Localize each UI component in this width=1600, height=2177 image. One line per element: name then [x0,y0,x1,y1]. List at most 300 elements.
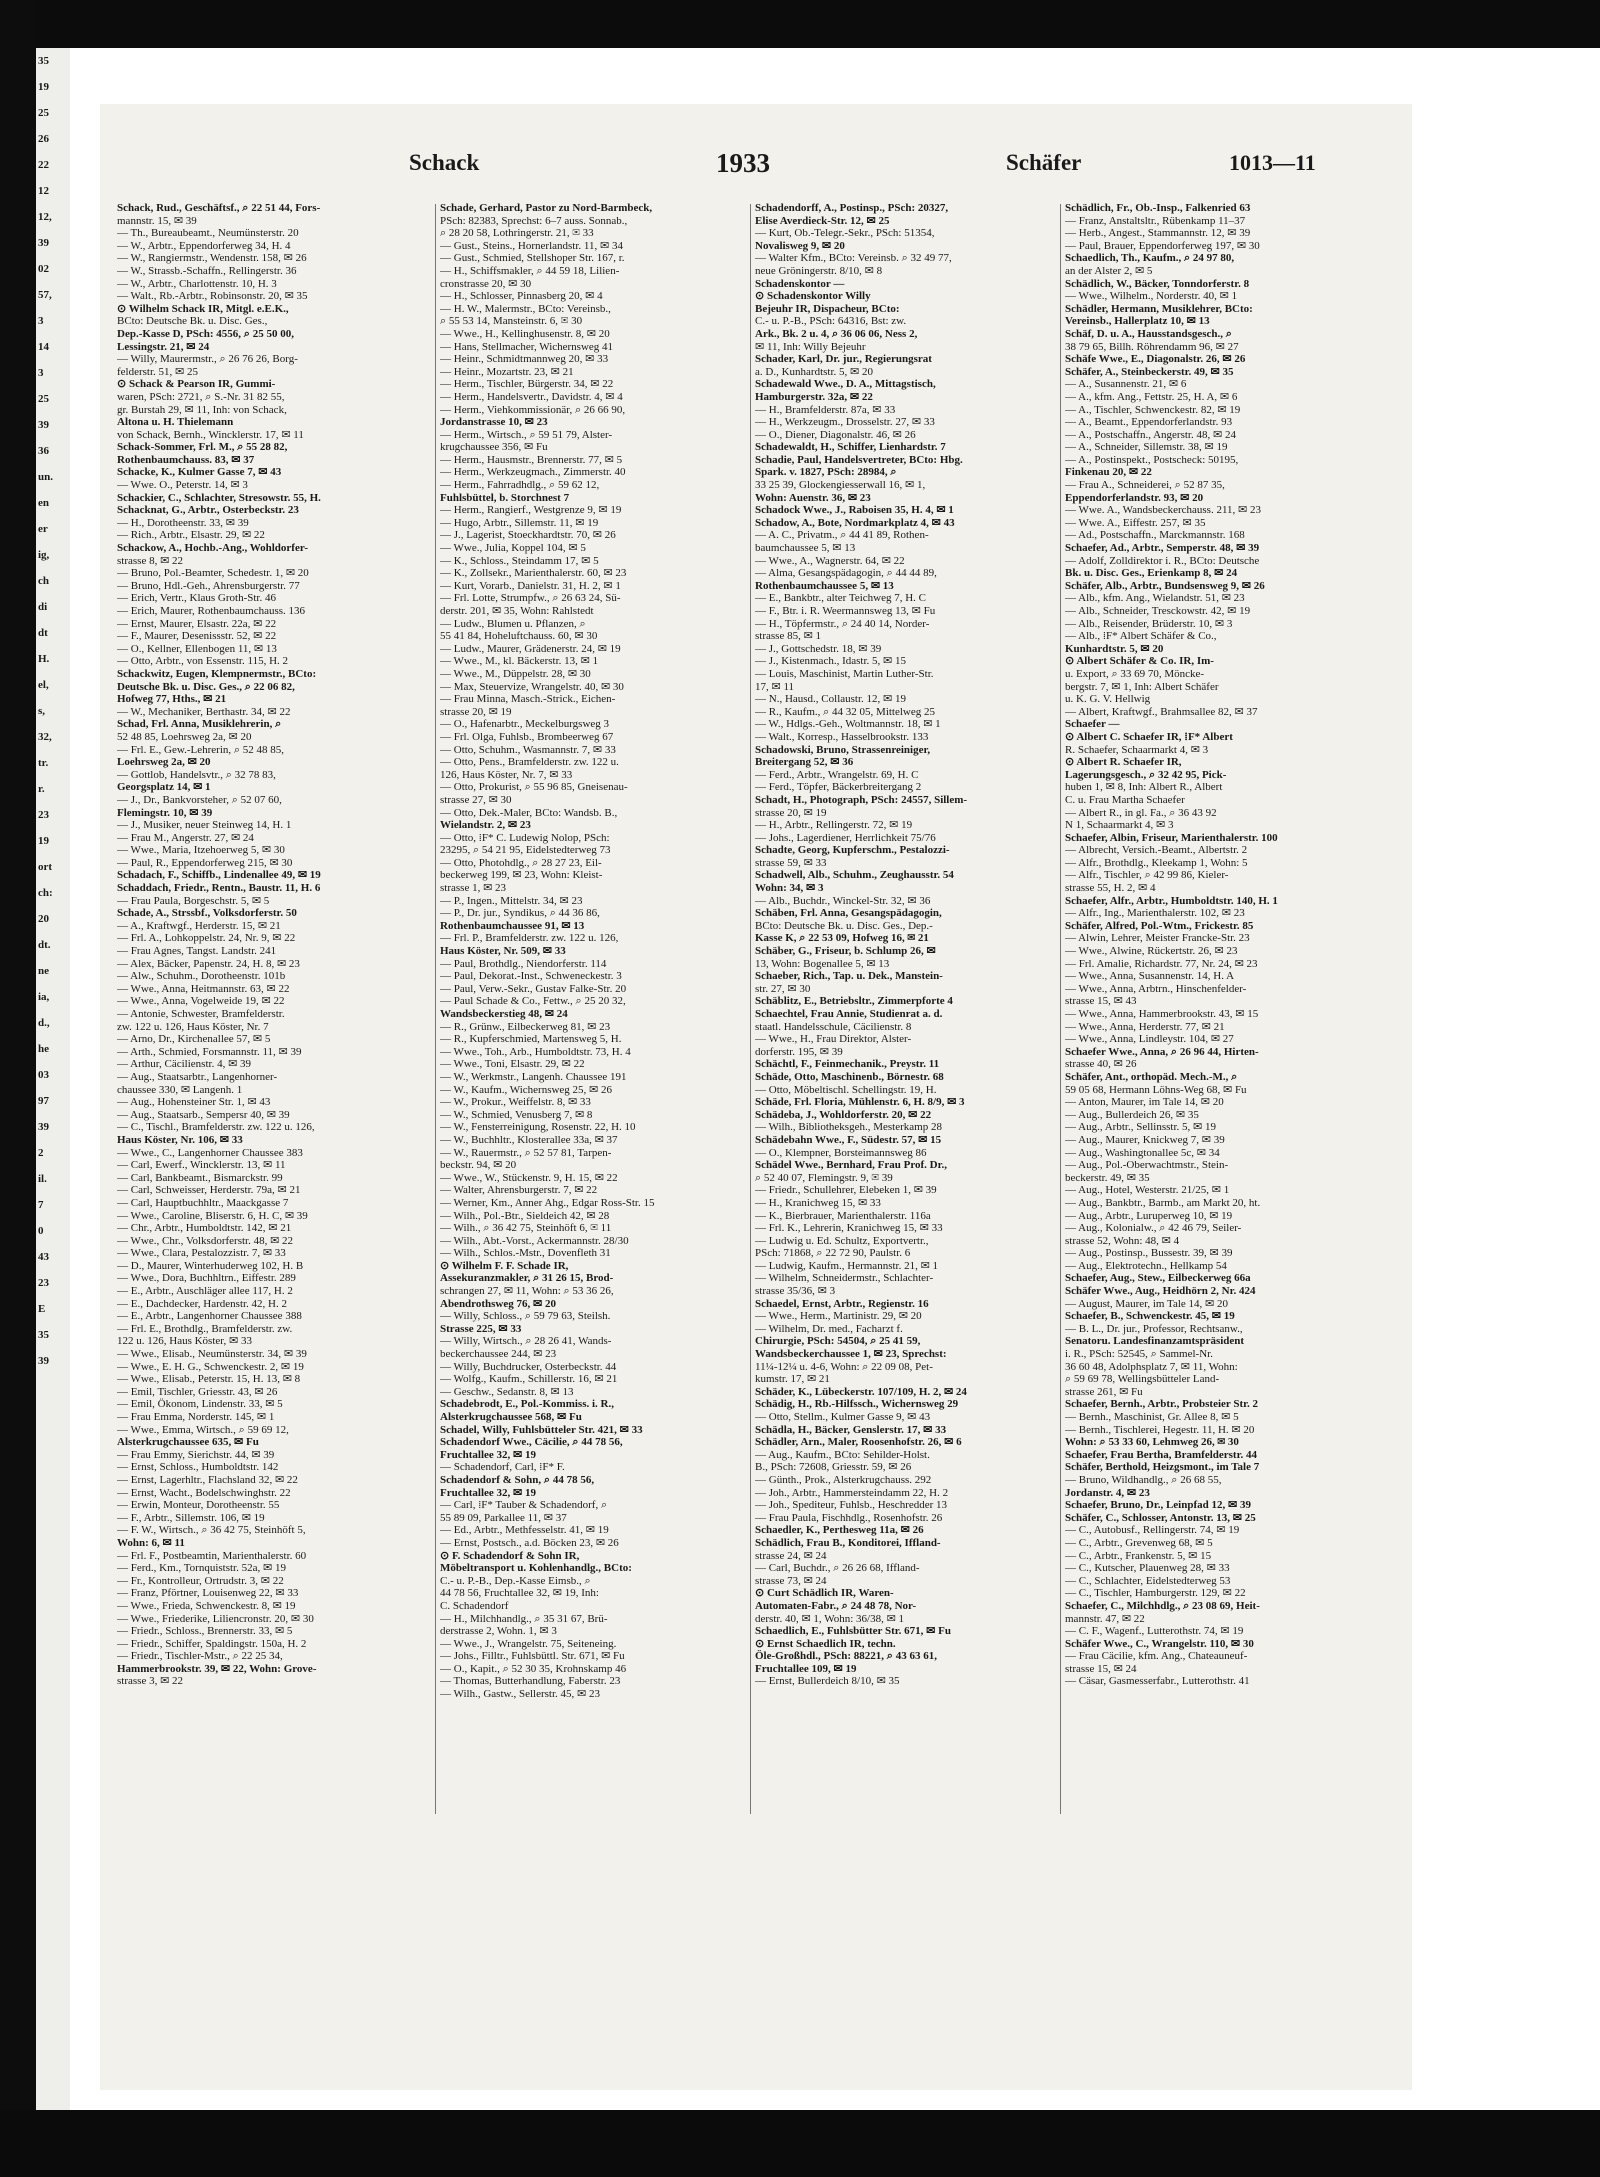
previous-page-fragment: ch [38,575,49,587]
directory-entry-line: — Franz, Anstaltsltr., Rübenkamp 11–37 [1065,214,1246,227]
directory-entry-line: 23295, ⌕ 54 21 95, Eidelstedterweg 73 [440,844,611,857]
directory-entry-line: — C., Arbtr., Frankenstr. 5, ✉ 15 [1065,1549,1212,1562]
directory-entry-line: Schäde, Otto, Maschinenb., Börnestr. 68 [755,1070,944,1083]
directory-entry-line: — Anton, Maurer, im Tale 14, ✉ 20 [1065,1096,1224,1109]
directory-entry-line: Dep.-Kasse D, PSch: 4556, ⌕ 25 50 00, [117,327,294,340]
directory-entry-line: — Otto, Arbtr., von Essenstr. 115, H. 2 [117,655,289,668]
directory-entry-line: — Wwe., Chr., Volksdorferstr. 48, ✉ 22 [117,1234,294,1247]
directory-entry-line: — Herm., Handelsvertr., Davidstr. 4, ✉ 4 [440,390,623,403]
directory-entry-line: 55 41 84, Hoheluftchauss. 60, ✉ 30 [440,630,598,643]
previous-page-fragment: he [38,1043,49,1055]
directory-entry-line: — Aug., Hohensteiner Str. 1, ✉ 43 [117,1096,271,1109]
previous-page-fragment: 43 [38,1251,49,1263]
directory-entry-line: — C. F., Wagenf., Lutterothstr. 74, ✉ 19 [1065,1625,1244,1638]
directory-entry-line: Schaefer Wwe., Anna, ⌕ 26 96 44, Hirten- [1065,1045,1259,1058]
directory-entry-line: Jordanstr. 4, ✉ 23 [1065,1486,1150,1499]
directory-entry-line: Schädel Wwe., Bernhard, Frau Prof. Dr., [755,1159,947,1172]
directory-entry-line: — Ferd., Arbtr., Wrangelstr. 69, H. C [755,768,919,781]
directory-entry-line: — Johs., Filltr., Fuhlsbüttl. Str. 671, ✉ Fu [440,1650,625,1663]
directory-entry-line: — A., Postschaffn., Angerstr. 48, ✉ 24 [1065,428,1236,441]
directory-entry-line: — Bruno, Hdl.-Geh., Ahrensburgerstr. 77 [117,579,300,592]
directory-entry-line: beckerweg 199, ✉ 23, Wohn: Kleist- [440,869,603,882]
previous-page-fragment: 57, [38,289,52,301]
directory-entry-line: — W., Arbtr., Eppendorferweg 34, H. 4 [117,239,291,252]
directory-entry-line: Schädig, H., Rb.-Hilfssch., Wichernsweg 29 [755,1398,959,1411]
directory-entry-line: — E., Dachdecker, Hardenstr. 42, H. 2 [117,1297,288,1310]
directory-entry-line: — Paul, Dekorat.-Inst., Schweneckestr. 3 [440,970,622,983]
previous-page-fragment: ch: [38,887,53,899]
directory-entry-line: — Otto, Stellm., Kulmer Gasse 9, ✉ 43 [755,1411,931,1423]
column-4 [1065,202,1330,1822]
scan-border-bottom [0,2110,1600,2177]
directory-entry-line: gr. Burstah 29, ✉ 11, Inh: von Schack, [117,403,287,416]
directory-entry-line: — Otto, Möbeltischl. Schellingstr. 19, H. [755,1083,937,1096]
directory-entry-line: — Erich, Maurer, Rothenbaumchauss. 136 [117,605,306,617]
directory-entry-line: — Paul, Brauer, Eppendorferweg 197, ✉ 30 [1065,239,1260,252]
directory-entry-line: — Chr., Arbtr., Humboldtstr. 142, ✉ 21 [117,1222,292,1235]
directory-entry-line: — Wwe., Clara, Pestalozzistr. 7, ✉ 33 [117,1247,286,1260]
directory-entry-line: — Hugo, Arbtr., Sillemstr. 11, ✉ 19 [440,516,599,529]
directory-entry-line: — Otto, Photohdlg., ⌕ 28 27 23, Eil- [440,856,602,869]
directory-entry-line: — Wwe., H., Frau Direktor, Alster- [755,1033,912,1046]
column-2 [440,202,705,1822]
directory-entry-line: — Adolf, Zolldirektor i. R., BCto: Deutsche [1065,554,1260,567]
directory-entry-line: Altona u. H. Thielemann [117,416,234,429]
directory-entry-line: — Aug., Hotel, Westerstr. 21/25, ✉ 1 [1065,1184,1230,1197]
directory-entry-line: — Wwe. O., Peterstr. 14, ✉ 3 [117,479,248,492]
directory-entry-line: — Frl. E., Gew.-Lehrerin, ⌕ 52 48 85, [117,743,285,756]
directory-entry-line: — Heinr., Mozartstr. 23, ✉ 21 [440,365,574,378]
directory-entry-line: Schädler, Arn., Maler, Roosenhofstr. 26, ✉ 6 [755,1436,962,1449]
directory-entry-line: — Geschw., Sedanstr. 8, ✉ 13 [440,1385,574,1398]
directory-entry-line: Schack-Sommer, Frl. M., ⌕ 55 28 82, [117,441,288,454]
directory-entry-line: — W., Werkmstr., Langenh. Chaussee 191 [440,1070,627,1083]
directory-entry-line: PSch: 82383, Sprechst: 6–7 auss. Sonnab., [440,214,628,227]
page-gutter [70,48,100,2110]
directory-entry-line: ⊙ Schadenskontor Willy [755,290,871,303]
directory-entry-line: — Ernst, Wacht., Bodelschwinghstr. 22 [117,1486,291,1499]
directory-page [100,104,1412,2090]
previous-page-fragment: 97 [38,1095,49,1107]
directory-entry-line: — Ferd., Km., Tornquiststr. 52a, ✉ 19 [117,1562,286,1575]
directory-entry-line: — Aug., Staatsarb., Sempersr 40, ✉ 39 [117,1108,290,1121]
directory-entry-line: — C., Autobusf., Rellingerstr. 74, ✉ 19 [1065,1524,1240,1537]
header-page-number: 1013—11 [1229,150,1316,175]
directory-entry-line: Wohn: Auenstr. 36, ✉ 23 [755,491,871,504]
directory-entry-line: Schadte, Georg, Kupferschm., Pestalozzi- [755,844,950,857]
previous-page-fragment: ia, [38,991,50,1003]
directory-entry-line: — Wwe., Anna, Vogelweide 19, ✉ 22 [117,995,285,1008]
directory-entry-line: — Frau Agnes, Tangst. Landstr. 241 [117,945,277,958]
directory-entry-line: — Carl, Schweisser, Herderstr. 79a, ✉ 21 [117,1184,301,1197]
directory-entry-line: Schackow, A., Hochb.-Ang., Wohldorfer- [117,542,308,555]
directory-entry-line: — H., Milchhandlg., ⌕ 35 31 67, Brü- [440,1612,608,1625]
directory-entry-line: 59 05 68, Hermann Löhns-Weg 68, ✉ Fu [1065,1083,1247,1096]
directory-entry-line: huben 1, ✉ 8, Inh: Albert R., Albert [1065,781,1223,794]
directory-entry-line: Schäfer, Alfred, Pol.-Wtm., Frickestr. 85 [1065,919,1254,932]
directory-entry-line: — Wwe., Anna, Arbtrn., Hinschenfelder- [1065,982,1247,995]
directory-entry-line: — Albert, Kraftwgf., Brahmsallee 82, ✉ 37 [1065,705,1258,718]
directory-entry-line: Schächtl, F., Feinmechanik., Preystr. 11 [755,1058,940,1071]
directory-entry-line: Georgsplatz 14, ✉ 1 [117,781,211,794]
directory-entry-line: — Aug., Maurer, Knickweg 7, ✉ 39 [1065,1133,1225,1146]
directory-entry-line: — P., Dr. jur., Syndikus, ⌕ 44 36 86, [440,907,600,920]
directory-entry-line: — Herm., Wirtsch., ⌕ 59 51 79, Alster- [440,428,613,441]
directory-entry-line: — Alfr., Brothdlg., Kleekamp 1, Wohn: 5 [1065,856,1248,869]
directory-entry-line: — Wwe., Toh., Arb., Humboldtstr. 73, H. 4 [440,1045,631,1058]
directory-entry-line: — Erwin, Monteur, Dorotheenstr. 55 [117,1499,280,1512]
directory-entry-line: — Ernst, Postsch., a.d. Böcken 23, ✉ 26 [440,1536,619,1549]
directory-entry-line: — A., Schneider, Sillemstr. 38, ✉ 19 [1065,441,1228,454]
directory-entry-line: — Wwe., E. H. G., Schwenckestr. 2, ✉ 19 [117,1360,304,1373]
directory-entry-line: — Wwe., Maria, Itzehoerweg 5, ✉ 30 [117,844,285,857]
directory-entry-line: Schade, Gerhard, Pastor zu Nord-Barmbeck, [440,202,653,214]
previous-page-fragment: 39 [38,1355,49,1367]
directory-entry-line: von Schack, Bernh., Wincklerstr. 17, ✉ 11 [117,428,304,441]
directory-entry-line: baumchaussee 5, ✉ 13 [755,542,856,555]
directory-entry-line: Automaten-Fabr., ⌕ 24 48 78, Nor- [755,1599,917,1612]
directory-entry-line: Wielandstr. 2, ✉ 23 [440,819,531,832]
directory-entry-line: Schadel, Willy, Fuhlsbütteler Str. 421, ✉ 33 [440,1423,643,1436]
directory-entry-line: — Frau M., Angerstr. 27, ✉ 24 [117,831,254,844]
directory-entry-line: — Wwe., Friederike, Liliencronstr. 20, ✉ 30 [117,1612,314,1625]
directory-entry-line: — August, Maurer, im Tale 14, ✉ 20 [1065,1297,1229,1310]
directory-entry-line: — Max, Steuervize, Wrangelstr. 40, ✉ 30 [440,680,624,693]
directory-entry-line: — Alma, Gesangspädagogin, ⌕ 44 44 89, [755,567,937,580]
directory-entry-line: Wohn: ⌕ 53 33 60, Lehmweg 26, ✉ 30 [1065,1436,1239,1449]
directory-entry-line: Eppendorferlandstr. 93, ✉ 20 [1065,491,1204,504]
directory-entry-line: — Wwe., Anna, Susannenstr. 14, H. A [1065,970,1235,983]
directory-entry-line: — Frau Paula, Fischhdlg., Rosenhofstr. 26 [755,1511,943,1524]
previous-page-fragment: 23 [38,809,49,821]
directory-entry-line: — Ferd., Töpfer, Bäckerbreitergang 2 [755,781,922,794]
directory-entry-line: strasse 24, ✉ 24 [755,1549,827,1562]
directory-entry-line: — O., Klempner, Borsteimannsweg 86 [755,1146,927,1159]
directory-entry-line: — Wilh., Gastw., Sellerstr. 45, ✉ 23 [440,1688,601,1701]
directory-entry-line: — A. C., Privatm., ⌕ 44 41 89, Rothen- [755,529,929,542]
directory-entry-line: Rothenbaumchaussee 91, ✉ 13 [440,919,585,932]
directory-entry-line: — Albrecht, Versich.-Beamt., Albertstr. 2 [1065,844,1248,857]
directory-entry-line: — B. L., Dr. jur., Professor, Rechtsanw., [1065,1322,1243,1335]
directory-entry-line: — Aug., Postinsp., Bussestr. 39, ✉ 39 [1065,1247,1233,1260]
directory-entry-line: Wohn: 6, ✉ 11 [117,1536,185,1549]
directory-entry-line: strasse 55, H. 2, ✉ 4 [1065,882,1156,895]
directory-entry-line: — R., Kaufm., ⌕ 44 32 05, Mittelweg 25 [755,705,936,718]
previous-page-fragment: di [38,601,48,613]
directory-entry-line: u. Export, ⌕ 33 69 70, Möncke- [1065,667,1205,680]
directory-entry-line: — Carl, Buchdr., ⌕ 26 26 68, Iffland- [755,1562,920,1575]
directory-entry-line: — Carl, ⁞F* Tauber & Schadendorf, ⌕ [440,1499,608,1512]
directory-entry-line: Schaefer, Bruno, Dr., Leinpfad 12, ✉ 39 [1065,1499,1251,1512]
directory-entry-line: strasse 85, ✉ 1 [755,630,822,643]
column-divider [1060,204,1061,1814]
directory-entry-line: — Arth., Schmied, Forsmannstr. 11, ✉ 39 [117,1045,302,1058]
directory-entry-line: — Aug., Arbtr., Luruperweg 10, ✉ 19 [1065,1209,1233,1222]
directory-entry-line: Fuhlsbüttel, b. Storchnest 7 [440,491,570,504]
directory-entry-line: — Ad., Postschaffn., Marckmannstr. 168 [1065,529,1245,542]
directory-entry-line: — C., Kutscher, Plauenweg 28, ✉ 33 [1065,1562,1230,1575]
directory-entry-line: strasse 15, ✉ 24 [1065,1662,1137,1675]
previous-page-fragment: il. [38,1173,47,1185]
directory-entry-line: — Herm., Fahrradhdlg., ⌕ 59 62 12, [440,479,600,492]
directory-entry-line: — Ernst, Lagerhltr., Flachsland 32, ✉ 22 [117,1473,298,1486]
directory-entry-line: Breitergang 52, ✉ 36 [755,756,854,769]
directory-entry-line: — Wwe., Julia, Koppel 104, ✉ 5 [440,542,586,555]
previous-page-fragment: ne [38,965,49,977]
directory-entry-line: Lessingstr. 21, ✉ 24 [117,340,210,353]
directory-entry-line: — Wwe., C., Langenhorner Chaussee 383 [117,1146,303,1159]
directory-entry-line: Schadock Wwe., J., Raboisen 35, H. 4, ✉ 1 [755,504,954,517]
directory-entry-line: — Wilh., Pol.-Btr., Sieldeich 42, ✉ 28 [440,1209,610,1222]
directory-entry-line: — Frl. A., Lohkoppelstr. 24, Nr. 9, ✉ 22 [117,932,296,945]
directory-entry-line: — Emil, Ökonom, Lindenstr. 33, ✉ 5 [117,1398,283,1411]
directory-entry-line: — Wilh., ⌕ 36 42 75, Steinhöft 6, ✉ 11 [440,1222,612,1235]
directory-entry-line: — Frau Minna, Masch.-Strick., Eichen- [440,693,616,706]
directory-entry-line: ✉ 11, Inh: Willy Bejeuhr [755,340,866,353]
directory-entry-line: — Rich., Arbtr., Elsastr. 29, ✉ 22 [117,529,265,542]
directory-entry-line: — Günth., Prok., Alsterkrugchauss. 292 [755,1473,932,1486]
directory-entry-line: strasse 35/36, ✉ 3 [755,1285,836,1298]
directory-entry-line: — Erich, Vertr., Klaus Groth-Str. 46 [117,592,276,605]
directory-entry-line: zw. 122 u. 126, Haus Köster, Nr. 7 [117,1020,269,1033]
directory-entry-line: — C., Tischler, Hamburgerstr. 129, ✉ 22 [1065,1587,1246,1600]
directory-entry-line: BCto: Deutsche Bk. u. Disc. Ges., Dep.- [755,919,933,932]
previous-page-fragment: d., [38,1017,50,1029]
directory-entry-line: — Frau Emma, Norderstr. 145, ✉ 1 [117,1411,275,1423]
directory-entry-line: — Alwin, Lehrer, Meister Francke-Str. 23 [1065,932,1250,945]
directory-entry-line: beckerstr. 49, ✉ 35 [1065,1171,1150,1184]
directory-entry-line: — Wwe. A., Wandsbeckerchauss. 211, ✉ 23 [1065,504,1262,517]
directory-entry-line: — Walt., Rb.-Arbtr., Robinsonstr. 20, ✉ 35 [117,290,308,303]
directory-entry-line: — Herm., Rangierf., Westgrenze 9, ✉ 19 [440,504,622,517]
directory-entry-line: — Wilhelm, Dr. med., Facharzt f. [755,1322,903,1335]
directory-entry-line: 122 u. 126, Haus Köster, ✉ 33 [117,1335,252,1348]
directory-entry-line: — Walter Kfm., BCto: Vereinsb. ⌕ 32 49 77, [755,252,952,265]
directory-entry-line: — E., Bankbtr., alter Teichweg 7, H. C [755,592,927,605]
directory-entry-line: strasse 8, ✉ 22 [117,554,184,567]
directory-entry-line: ⊙ Ernst Schaedlich IR, techn. [755,1637,896,1650]
directory-entry-line: Spark. v. 1827, PSch: 28984, ⌕ [755,466,897,479]
previous-page-fragment: dt [38,627,48,639]
directory-entry-line: Schaedel, Ernst, Arbtr., Regienstr. 16 [755,1297,929,1310]
previous-page-fragment: 3 [38,315,44,327]
directory-entry-line: — A., Postinspekt., Postscheck: 50195, [1065,453,1239,466]
directory-entry-line: 52 48 85, Loehrsweg 2a, ✉ 20 [117,730,252,743]
directory-entry-line: strasse 59, ✉ 33 [755,856,827,869]
directory-entry-line: derstrasse 2, Wohn. 1, ✉ 3 [440,1625,557,1638]
directory-entry-line: schrangen 27, ✉ 11, Wohn: ⌕ 53 36 26, [440,1285,614,1298]
directory-entry-line: — Friedr., Schiffer, Spaldingstr. 150a, H. 2 [117,1637,307,1650]
directory-entry-line: Flemingstr. 10, ✉ 39 [117,806,213,819]
directory-entry-line: Kasse K, ⌕ 22 53 09, Hofweg 16, ✉ 21 [755,932,929,945]
directory-entry-line: Schadebrodt, E., Pol.-Kommiss. i. R., [440,1398,614,1411]
column-divider [750,204,751,1814]
directory-entry-line: — Alb., Schneider, Tresckowstr. 42, ✉ 19 [1065,605,1251,617]
directory-entry-line: Schack, Rud., Geschäftsf., ⌕ 22 51 44, Fors- [117,202,321,214]
directory-entry-line: Schaefer, B., Schwenckestr. 45, ✉ 19 [1065,1310,1235,1323]
directory-entry-line: Schaeber, Rich., Tap. u. Dek., Manstein- [755,970,943,983]
directory-entry-line: — Aug., Washingtonallee 5c, ✉ 34 [1065,1146,1220,1159]
directory-entry-line: bergstr. 7, ✉ 1, Inh: Albert Schäfer [1065,680,1219,693]
directory-entry-line: — Wwe., Alwine, Rückertstr. 26, ✉ 23 [1065,945,1238,958]
directory-entry-line: Schadwell, Alb., Schuhm., Zeughausstr. 54 [755,869,954,882]
directory-entry-line: — Aug., Pol.-Oberwachtmstr., Stein- [1065,1159,1229,1172]
previous-page-fragment: 36 [38,445,49,457]
previous-page-fragment: 14 [38,341,49,353]
directory-entry-line: beckstr. 94, ✉ 20 [440,1159,517,1172]
directory-entry-line: — A., Susannenstr. 21, ✉ 6 [1065,378,1187,391]
previous-page-fragment: el, [38,679,49,691]
directory-entry-line: — W., Arbtr., Charlottenstr. 10, H. 3 [117,277,277,290]
previous-page-fragment: s, [38,705,46,717]
directory-entry-line: — H., Schiffsmakler, ⌕ 44 59 18, Lilien- [440,264,620,277]
directory-entry-line: Fruchtallee 109, ✉ 19 [755,1662,857,1675]
directory-entry-line: Chirurgie, PSch: 54504, ⌕ 25 41 59, [755,1335,921,1348]
directory-entry-line: — J., Musiker, neuer Steinweg 14, H. 1 [117,819,292,832]
directory-entry-line: staatl. Handelsschule, Cäcilienstr. 8 [755,1020,912,1033]
directory-entry-line: Schäfer, C., Schlosser, Antonstr. 13, ✉ 25 [1065,1511,1256,1524]
directory-entry-line: — C., Tischl., Bramfelderstr. zw. 122 u. 126, [117,1121,315,1134]
previous-page-fragment: 03 [38,1069,49,1081]
previous-page-fragment: ig, [38,549,50,561]
directory-entry-line: — Gust., Steins., Hornerlandstr. 11, ✉ 34 [440,239,623,252]
directory-entry-line: 17, ✉ 11 [755,680,795,693]
directory-entry-line: Schaefer, Alfr., Arbtr., Humboldtstr. 140, H. 1 [1065,894,1278,907]
directory-entry-line: — Emil, Tischler, Griesstr. 43, ✉ 26 [117,1385,278,1398]
directory-entry-line: — D., Maurer, Winterhuderweg 102, H. B [117,1259,304,1272]
directory-entry-line: Schaefer, C., Milchhdlg., ⌕ 23 08 69, Heit- [1065,1599,1260,1612]
directory-entry-line: — W., Rauermstr., ⌕ 52 57 81, Tarpen- [440,1146,612,1159]
directory-entry-line: — Wwe., H., Kellinghusenstr. 8, ✉ 20 [440,327,610,340]
directory-entry-line: Schadendorf & Sohn, ⌕ 44 78 56, [440,1473,595,1486]
directory-entry-line: — K., Schloss., Steindamm 17, ✉ 5 [440,554,599,567]
directory-entry-line: 38 79 65, Billh. Röhrendamm 96, ✉ 27 [1065,340,1239,353]
directory-entry-line: — Wwe., Anna, Heitmannstr. 63, ✉ 22 [117,982,290,995]
directory-entry-line: — Otto, Prokurist, ⌕ 55 96 85, Gneisenau- [440,781,628,794]
directory-entry-line: Schadewald Wwe., D. A., Mittagstisch, [755,378,936,391]
directory-entry-line: cronstrasse 20, ✉ 30 [440,277,532,290]
directory-entry-line: — Wwe., Anna, Lindleystr. 104, ✉ 27 [1065,1033,1234,1046]
directory-entry-line: ⌕ 55 53 14, Mansteinstr. 6, ✉ 30 [440,315,583,328]
directory-entry-line: mannstr. 15, ✉ 39 [117,214,197,227]
directory-entry-line: — F., Btr. i. R. Weermannsweg 13, ✉ Fu [755,605,936,617]
directory-entry-line: Schadowski, Bruno, Strassenreiniger, [755,743,931,756]
directory-entry-line: Wandsbeckerstieg 48, ✉ 24 [440,1008,568,1020]
directory-entry-line: felderstr. 51, ✉ 25 [117,365,199,378]
previous-page-fragment: 02 [38,263,49,275]
directory-entry-line: — Heinr., Schmidtmannweg 20, ✉ 33 [440,353,609,366]
directory-entry-line: Schäfer, Berthold, Heizgsmont., im Tale 7 [1065,1461,1260,1474]
directory-entry-line: Schädebahn Wwe., F., Südestr. 57, ✉ 15 [755,1133,942,1146]
directory-entry-line: — Wwe., A., Wagnerstr. 64, ✉ 22 [755,554,905,567]
directory-entry-line: — Frl. K., Lehrerin, Kranichweg 15, ✉ 33 [755,1222,943,1235]
previous-page-fragment: tr. [38,757,49,769]
previous-page-fragment: r. [38,783,45,795]
directory-entry-line: — H., Bramfelderstr. 87a, ✉ 33 [755,403,896,416]
directory-entry-line: Schaefer, Bernh., Arbtr., Probsteier Str. 2 [1065,1398,1258,1411]
directory-entry-line: — O., Diener, Diagonalstr. 46, ✉ 26 [755,428,916,441]
directory-entry-line: — Aug., Staatsarbtr., Langenhorner- [117,1070,278,1083]
directory-entry-line: — A., Kraftwgf., Herderstr. 15, ✉ 21 [117,919,281,932]
directory-entry-line: Schadow, A., Bote, Nordmarkplatz 4, ✉ 43 [755,516,955,529]
previous-page-fragment: H. [38,653,50,665]
directory-entry-line: Haus Köster, Nr. 509, ✉ 33 [440,945,566,958]
directory-entry-line: C.- u. P.-B., PSch: 64316, Bst: zw. [755,315,907,328]
directory-entry-line: — Ludwig u. Ed. Schultz, Exportvertr., [755,1234,929,1247]
directory-entry-line: — Herm., Tischler, Bürgerstr. 34, ✉ 22 [440,378,614,391]
directory-entry-line: — Bruno, Pol.-Beamter, Schedestr. 1, ✉ 20 [117,567,309,580]
previous-page-fragment: 35 [38,1329,49,1341]
directory-entry-line: — Paul, Brothdlg., Niendorferstr. 114 [440,957,607,970]
directory-entry-line: — F., Arbtr., Sillemstr. 106, ✉ 19 [117,1511,265,1524]
previous-page-fragment: 19 [38,81,49,93]
directory-entry-line: — Bruno, Wildhandlg., ⌕ 26 68 55, [1065,1473,1222,1486]
directory-entry-line: — Ludwig, Kaufm., Hermannstr. 21, ✉ 1 [755,1259,939,1272]
directory-entry-line: — Ernst, Bullerdeich 8/10, ✉ 35 [755,1675,900,1688]
directory-entry-line: — Hans, Stellmacher, Wichernsweg 41 [440,340,614,353]
directory-entry-line: — Otto, Dek.-Maler, BCto: Wandsb. B., [440,806,618,819]
directory-entry-line: — Ludw., Maurer, Grädenerstr. 24, ✉ 19 [440,642,621,655]
directory-entry-line: Alsterkrugchaussee 568, ✉ Fu [440,1411,582,1423]
directory-entry-line: Schad, Frl. Anna, Musiklehrerin, ⌕ [117,718,282,731]
directory-entry-line: — Antonie, Schwester, Bramfelderstr. [117,1008,285,1020]
previous-page-fragment: 25 [38,107,49,119]
directory-entry-line: — Thomas, Butterhandlung, Faberstr. 23 [440,1675,621,1688]
previous-page-fragment: 3 [38,367,44,379]
directory-entry-line: 44 78 56, Fruchtallee 32, ✉ 19, Inh: [440,1587,599,1600]
directory-entry-line: — Willy, Wirtsch., ⌕ 28 26 41, Wands- [440,1335,612,1348]
directory-entry-line: Schadenskontor — [755,277,845,290]
directory-entry-line: — A., Beamt., Eppendorferlandstr. 93 [1065,416,1233,429]
directory-entry-line: — Arthur, Cäcilienstr. 4, ✉ 39 [117,1058,252,1071]
directory-entry-line: strasse 261, ✉ Fu [1065,1385,1143,1398]
directory-entry-line: Senatoru. Landesfinanzamtspräsident [1065,1335,1245,1348]
directory-entry-line: Schaedlich, E., Fuhlsbütter Str. 671, ✉ Fu [755,1625,951,1638]
directory-entry-line: — Friedr., Schloss., Brennerstr. 33, ✉ 5 [117,1625,293,1638]
directory-entry-line: — Walter, Ahrensburgerstr. 7, ✉ 22 [440,1184,598,1197]
previous-page-fragment: 7 [38,1199,44,1211]
directory-entry-line: — Ed., Arbtr., Methfesselstr. 41, ✉ 19 [440,1524,609,1537]
previous-page-fragment: 26 [38,133,49,145]
directory-entry-line: — A., kfm. Ang., Fettstr. 25, H. A, ✉ 6 [1065,390,1238,403]
directory-entry-line: — Wwe., M., Düppelstr. 28, ✉ 30 [440,667,591,680]
directory-entry-line: — Werner, Km., Anner Ahg., Edgar Ross-Str. 15 [440,1196,655,1209]
directory-entry-line: Schaedler, K., Perthesweg 11a, ✉ 26 [755,1524,924,1537]
directory-entry-line: Hammerbrookstr. 39, ✉ 22, Wohn: Grove- [117,1662,317,1675]
scan-border-top [0,0,1600,48]
directory-entry-line: ⊙ Albert C. Schaefer IR, ⁞F* Albert [1065,730,1233,743]
directory-entry-line: Wohn: 34, ✉ 3 [755,882,824,895]
directory-entry-line: — N., Hausd., Collaustr. 12, ✉ 19 [755,693,906,706]
previous-page-fragment: er [38,523,48,535]
directory-entry-line: — Frl. Amalie, Richardstr. 77, Nr. 24, ✉ 23 [1065,957,1258,970]
directory-entry-line: Hofweg 77, Hths., ✉ 21 [117,693,227,706]
directory-entry-line: strasse 20, ✉ 19 [440,705,512,718]
directory-entry-line: Schaedlich, Th., Kaufm., ⌕ 24 97 80, [1065,252,1235,265]
directory-entry-line: krugchaussee 356, ✉ Fu [440,441,548,454]
directory-entry-line: beckerchaussee 244, ✉ 23 [440,1348,557,1361]
directory-entry-line: — Wwe. A., Eiffestr. 257, ✉ 35 [1065,516,1206,529]
directory-entry-line: — Frau Cäcilie, kfm. Ang., Chateauneuf- [1065,1650,1248,1663]
directory-entry-line: Schädlich, W., Bäcker, Tonndorferstr. 8 [1065,277,1250,290]
directory-entry-line: Schäben, Frl. Anna, Gesangspädagogin, [755,907,942,920]
directory-entry-line: ⊙ Curt Schädlich IR, Waren- [755,1587,894,1600]
directory-entry-line: — Aug., Elektrotechn., Hellkamp 54 [1065,1259,1227,1272]
previous-page-fragment: 23 [38,1277,49,1289]
directory-entry-line: — Frl. Olga, Fuhlsb., Brombeerweg 67 [440,730,614,743]
directory-entry-line: PSch: 71868, ⌕ 22 72 90, Paulstr. 6 [755,1247,911,1260]
directory-entry-line: i. R., PSch: 52545, ⌕ Sammel-Nr. [1065,1348,1213,1361]
